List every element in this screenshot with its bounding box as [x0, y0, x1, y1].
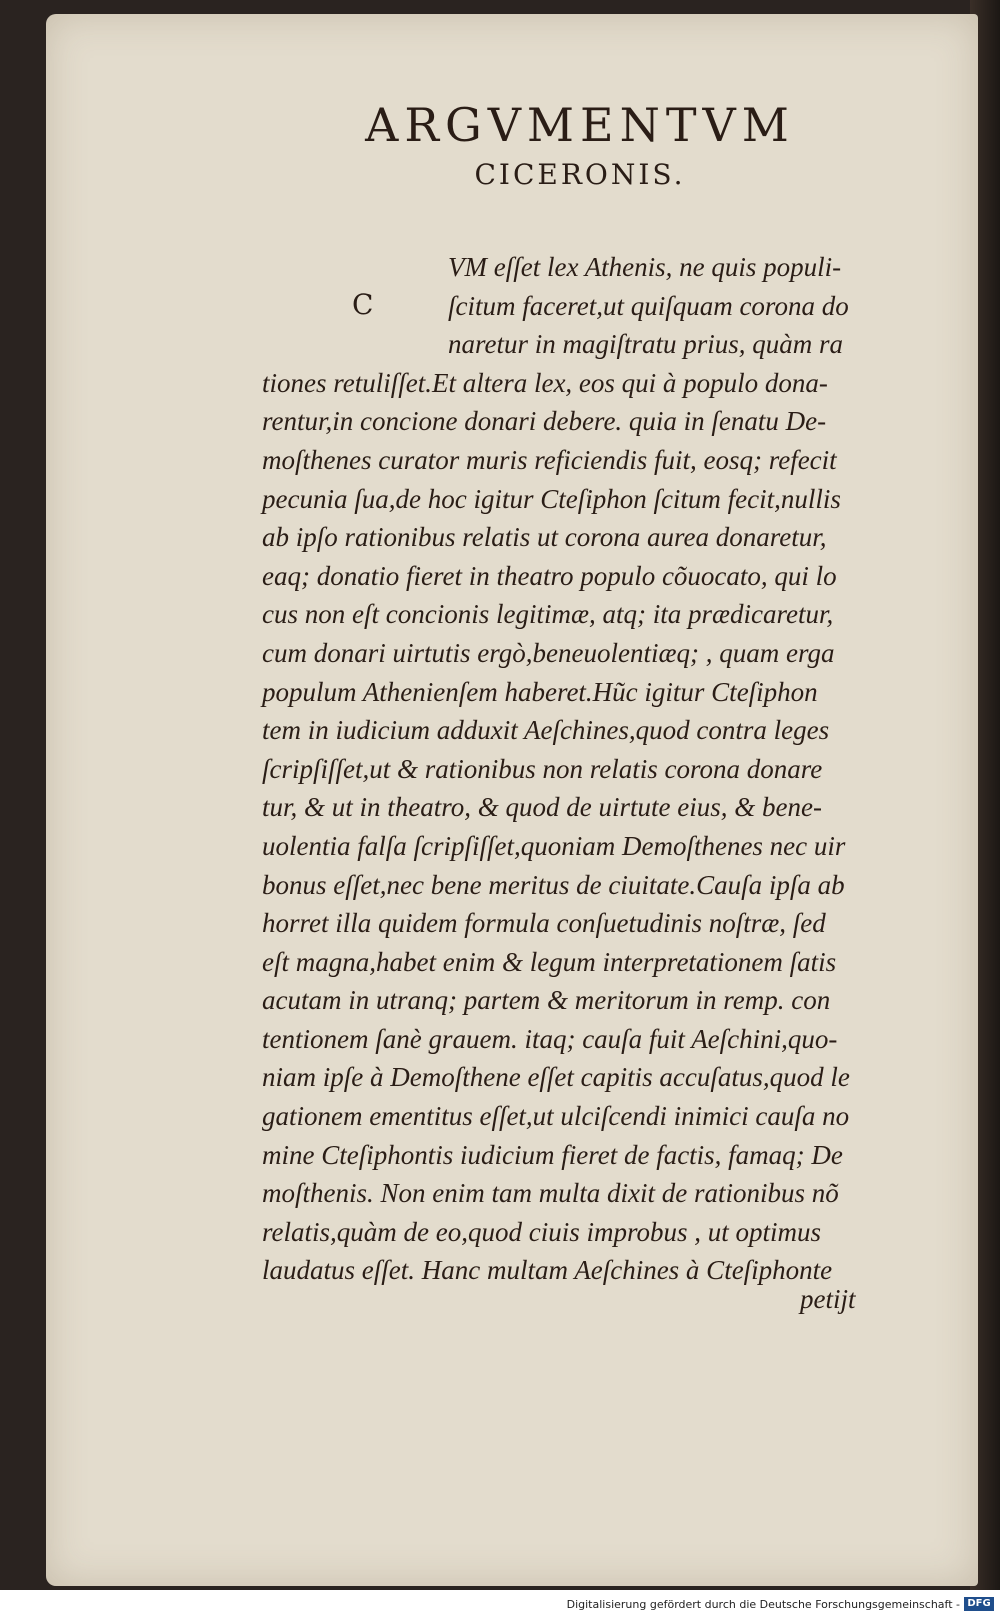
catchword: petijt — [800, 1284, 856, 1314]
text-line: tur, & ut in theatro, & quod de uirtute eius, & bene- — [262, 792, 822, 823]
text-line: tiones retuliſſet.Et altera lex, eos qui à populo dona- — [262, 367, 828, 398]
text-line: naretur in magiſtratu prius, quàm ra — [448, 329, 844, 360]
text-line: uolentia falſa ſcripſiſſet,quoniam Demoſthenes nec uir — [262, 830, 846, 861]
text-line: tentionem ſanè grauem. itaq; cauſa fuit Aeſchini,quo- — [262, 1023, 838, 1054]
body-text — [262, 248, 902, 1290]
text-line: gationem ementitus eſſet,ut ulciſcendi inimici cauſa no — [262, 1101, 850, 1132]
text-line: relatis,quàm de eo,quod ciuis improbus , ut optimus — [262, 1216, 821, 1247]
text-line: acutam in utranq; partem & meritorum in remp. con — [262, 985, 831, 1016]
text-line: cus non eſt concionis legitimæ, atq; ita prædicaretur, — [262, 599, 834, 630]
text-line: tem in iudicium adduxit Aeſchines,quod contra leges — [262, 715, 830, 746]
text-line: ſcripſiſſet,ut & rationibus non relatis corona donare — [262, 753, 823, 784]
text-line: moſthenis. Non enim tam multa dixit de rationibus nõ — [262, 1178, 839, 1209]
text-line: eaq; donatio fieret in theatro populo cõuocato, qui lo — [262, 560, 837, 591]
text-line: rentur,in concione donari debere. quia in ſenatu De- — [262, 406, 827, 437]
text-line: bonus eſſet,nec bene meritus de ciuitate.Cauſa ipſa ab — [262, 869, 845, 900]
text-line: moſthenes curator muris reficiendis fuit, eosq; refecit — [262, 444, 837, 475]
text-line: horret illa quidem formula conſuetudinis noſtræ, ſed — [262, 908, 826, 939]
text-line: eſt magna,habet enim & legum interpretationem ſatis — [262, 946, 837, 977]
text-line: cum donari uirtutis ergò,beneuolentiæq; , quam erga — [262, 637, 835, 668]
text-line: mine Cteſiphontis iudicium fieret de factis, famaq; De — [262, 1139, 843, 1170]
page-title: ARGVMENTVM — [365, 98, 795, 152]
drop-capital: C — [352, 288, 374, 321]
text-line: populum Athenienſem haberet.Hũc igitur Cteſiphon — [262, 676, 818, 707]
text-line: laudatus eſſet. Hanc multam Aeſchines à Cteſiphonte — [262, 1255, 833, 1286]
text-line: ſcitum faceret,ut quiſquam corona do — [448, 290, 849, 321]
funding-notice: Digitalisierung gefördert durch die Deutsche Forschungsgemeinschaft - — [566, 1598, 960, 1611]
page-subtitle: CICERONIS. — [474, 158, 686, 191]
text-line: ab ipſo rationibus relatis ut corona aurea donaretur, — [262, 522, 827, 553]
text-line: niam ipſe à Demoſthene eſſet capitis accuſatus,quod le — [262, 1062, 850, 1093]
text-line: pecunia ſua,de hoc igitur Cteſiphon ſcitum fecit,nullis — [262, 483, 841, 514]
text-line: VM eſſet lex Athenis, ne quis populi- — [448, 252, 842, 282]
dfg-logo: DFG — [964, 1597, 994, 1611]
